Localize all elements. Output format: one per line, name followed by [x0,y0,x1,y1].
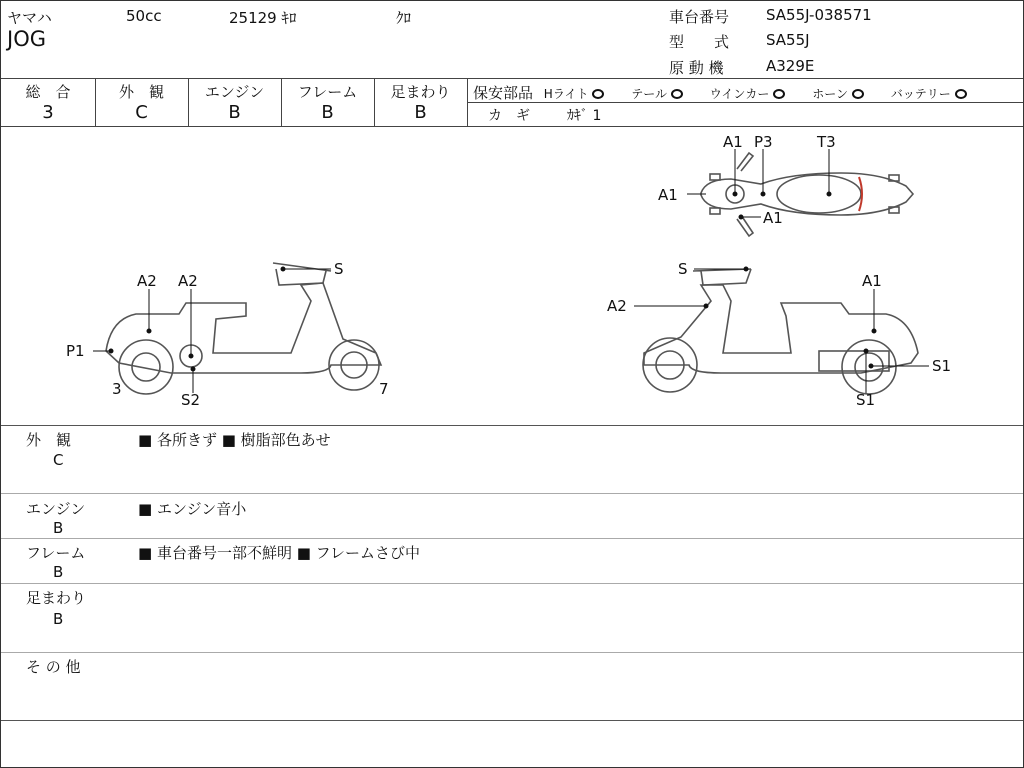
ok-circle-icon [773,89,785,99]
horn-label: ホーン [812,87,848,101]
divider [1,493,1023,494]
frame-grade: B [321,102,334,123]
ok-circle-icon [592,89,604,99]
section-frame-notes: ■ 車台番号一部不鮮明 ■ フレームさび中 [138,544,421,562]
section-frame-label: フレーム [26,544,86,562]
engine-grade: B [228,102,241,123]
section-exterior-grade: C [53,451,64,469]
engine-no: A329E [766,57,815,75]
battery-label: バッテリー [890,87,951,101]
section-engine-notes: ■ エンジン音小 [138,500,247,518]
left-n7: 7 [379,380,389,398]
top-a1-front: A1 [723,133,743,151]
damage-diagram [1,127,1023,425]
overall-grade: 3 [42,102,54,123]
frame-no-label: 車台番号 [669,8,730,26]
exterior-label: 外 観 [118,83,164,101]
left-n3: 3 [112,380,122,398]
exterior-grade: C [135,102,148,123]
section-engine-label: エンジン [26,500,86,518]
right-s1-b: S1 [856,391,876,409]
type-value: SA55J [766,31,810,49]
engine-grade-label: エンジン [204,83,265,101]
divider [1,538,1023,539]
frame-grade-label: フレーム [297,83,358,101]
right-a2: A2 [607,297,627,315]
suspension-grade: B [414,102,427,123]
section-engine-grade: B [53,519,64,537]
type-label: 型 式 [669,33,730,51]
mileage: 25129 ｷﾛ [229,9,297,27]
key-label: カ ギ [488,108,530,124]
section-frame-grade: B [53,563,64,581]
color: ｸﾛ [396,9,412,27]
maker: ヤマハ [7,9,52,27]
section-suspension-label: 足まわり [26,589,87,607]
ok-circle-icon [955,89,967,99]
top-t3: T3 [817,133,836,151]
section-other-label: そ の 他 [26,658,81,676]
section-exterior-label: 外 観 [26,431,72,449]
section-exterior-notes: ■ 各所きず ■ 樹脂部色あせ [138,431,331,449]
divider [1,425,1023,426]
ok-circle-icon [852,89,864,99]
winker-label: ウインカー [709,87,770,101]
top-a1-left: A1 [658,186,678,204]
left-s2: S2 [181,391,201,409]
ok-circle-icon [671,89,683,99]
key-value: ｶｷﾞ 1 [567,108,602,124]
right-a1: A1 [862,272,882,290]
left-s: S [334,260,344,278]
model-name: JOG [7,27,46,51]
taillight-label: テール [631,87,668,101]
left-p1: P1 [66,342,85,360]
divider [1,652,1023,653]
left-a2-b: A2 [178,272,198,290]
divider [1,583,1023,584]
frame-no: SA55J-038571 [766,6,872,24]
leader-lines [93,149,929,393]
divider [1,78,1023,79]
section-suspension-grade: B [53,610,64,628]
top-a1-lower: A1 [763,209,783,227]
engine-no-label: 原 動 機 [669,59,724,77]
headlight-label: Hライト [543,87,589,101]
top-p3: P3 [754,133,773,151]
right-s: S [678,260,688,278]
divider [1,720,1023,721]
safety-parts-title: 保安部品 [473,84,534,102]
displacement: 50cc [126,7,162,25]
right-s1-a: S1 [932,357,952,375]
left-a2-a: A2 [137,272,157,290]
overall-label: 総 合 [25,83,71,101]
suspension-grade-label: 足まわり [390,83,451,101]
safety-parts-row [473,82,967,103]
